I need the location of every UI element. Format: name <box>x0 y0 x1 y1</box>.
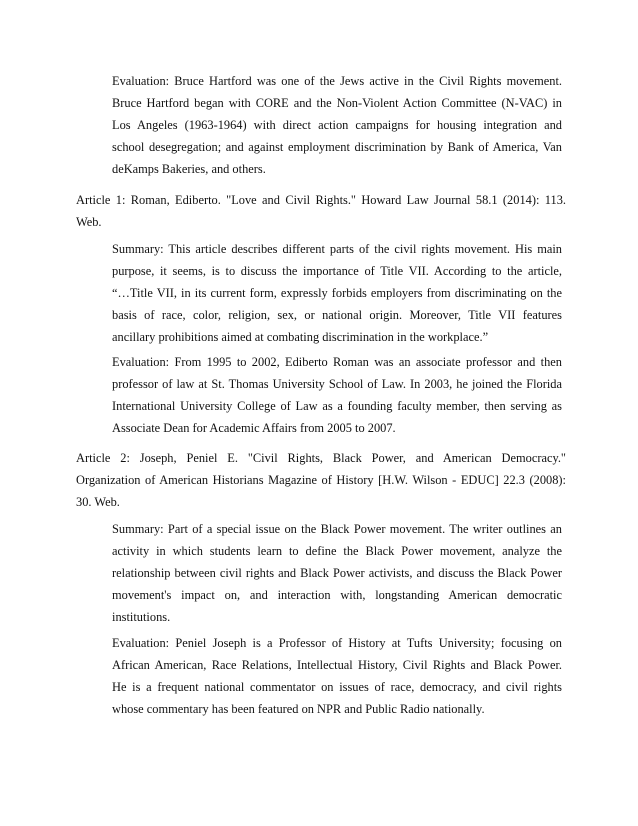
text-line: Article 2: Joseph, Peniel E. "Civil Rights, Black Power, and American Democracy." <box>76 451 566 465</box>
article1-summary <box>112 238 562 348</box>
text-line: purpose, it seems, is to discuss the importance of Title VII. According to the article, <box>112 264 562 278</box>
text-line: Los Angeles (1963-1964) with direct action campaigns for housing integration and <box>112 118 562 132</box>
article2-citation <box>76 447 566 513</box>
text-line: International University College of Law as a founding faculty member, then serving as <box>112 399 562 413</box>
article1-citation <box>76 189 566 233</box>
text-line: “…Title VII, in its current form, expressly forbids employers from discriminating on the <box>112 286 562 300</box>
text-line: deKamps Bakeries, and others. <box>112 162 266 176</box>
text-line: whose commentary has been featured on NPR and Public Radio nationally. <box>112 702 485 716</box>
text-line: He is a frequent national commentator on issues of race, democracy, and civil rights <box>112 680 562 694</box>
hartford-evaluation <box>112 70 562 180</box>
text-line: Organization of American Historians Magazine of History [H.W. Wilson - EDUC] 22.3 (2008): <box>76 473 566 487</box>
text-line: 30. Web. <box>76 495 120 509</box>
text-line: Bruce Hartford began with CORE and the Non-Violent Action Committee (N-VAC) in <box>112 96 562 110</box>
text-line: movement's impact on, and interaction with, longstanding American democratic <box>112 588 562 602</box>
text-line: basis of race, color, religion, sex, or national origin. Moreover, Title VII features <box>112 308 562 322</box>
text-line: professor of law at St. Thomas University School of Law. In 2003, he joined the Florida <box>112 377 562 391</box>
article2-evaluation <box>112 632 562 720</box>
text-line: Evaluation: Bruce Hartford was one of the Jews active in the Civil Rights movement. <box>112 74 562 88</box>
text-line: Evaluation: From 1995 to 2002, Ediberto Roman was an associate professor and then <box>112 355 562 369</box>
text-line: Summary: Part of a special issue on the Black Power movement. The writer outlines an <box>112 522 562 536</box>
text-line: activity in which students learn to define the Black Power movement, analyze the <box>112 544 562 558</box>
text-line: Associate Dean for Academic Affairs from 2005 to 2007. <box>112 421 396 435</box>
article2-summary <box>112 518 562 628</box>
text-line: institutions. <box>112 610 171 624</box>
text-line: relationship between civil rights and Black Power activists, and discuss the Black Power <box>112 566 562 580</box>
text-line: Article 1: Roman, Ediberto. "Love and Civil Rights." Howard Law Journal 58.1 (2014): 113. <box>76 193 566 207</box>
text-line: Summary: This article describes different parts of the civil rights movement. His main <box>112 242 562 256</box>
text-line: Evaluation: Peniel Joseph is a Professor of History at Tufts University; focusing on <box>112 636 562 650</box>
text-line: school desegregation; and against employment discrimination by Bank of America, Van <box>112 140 562 154</box>
text-line: ancillary prohibitions aimed at combating discrimination in the workplace.” <box>112 330 489 344</box>
article1-evaluation <box>112 351 562 439</box>
text-line: African American, Race Relations, Intellectual History, Civil Rights and Black Power. <box>112 658 562 672</box>
text-line: Web. <box>76 215 102 229</box>
